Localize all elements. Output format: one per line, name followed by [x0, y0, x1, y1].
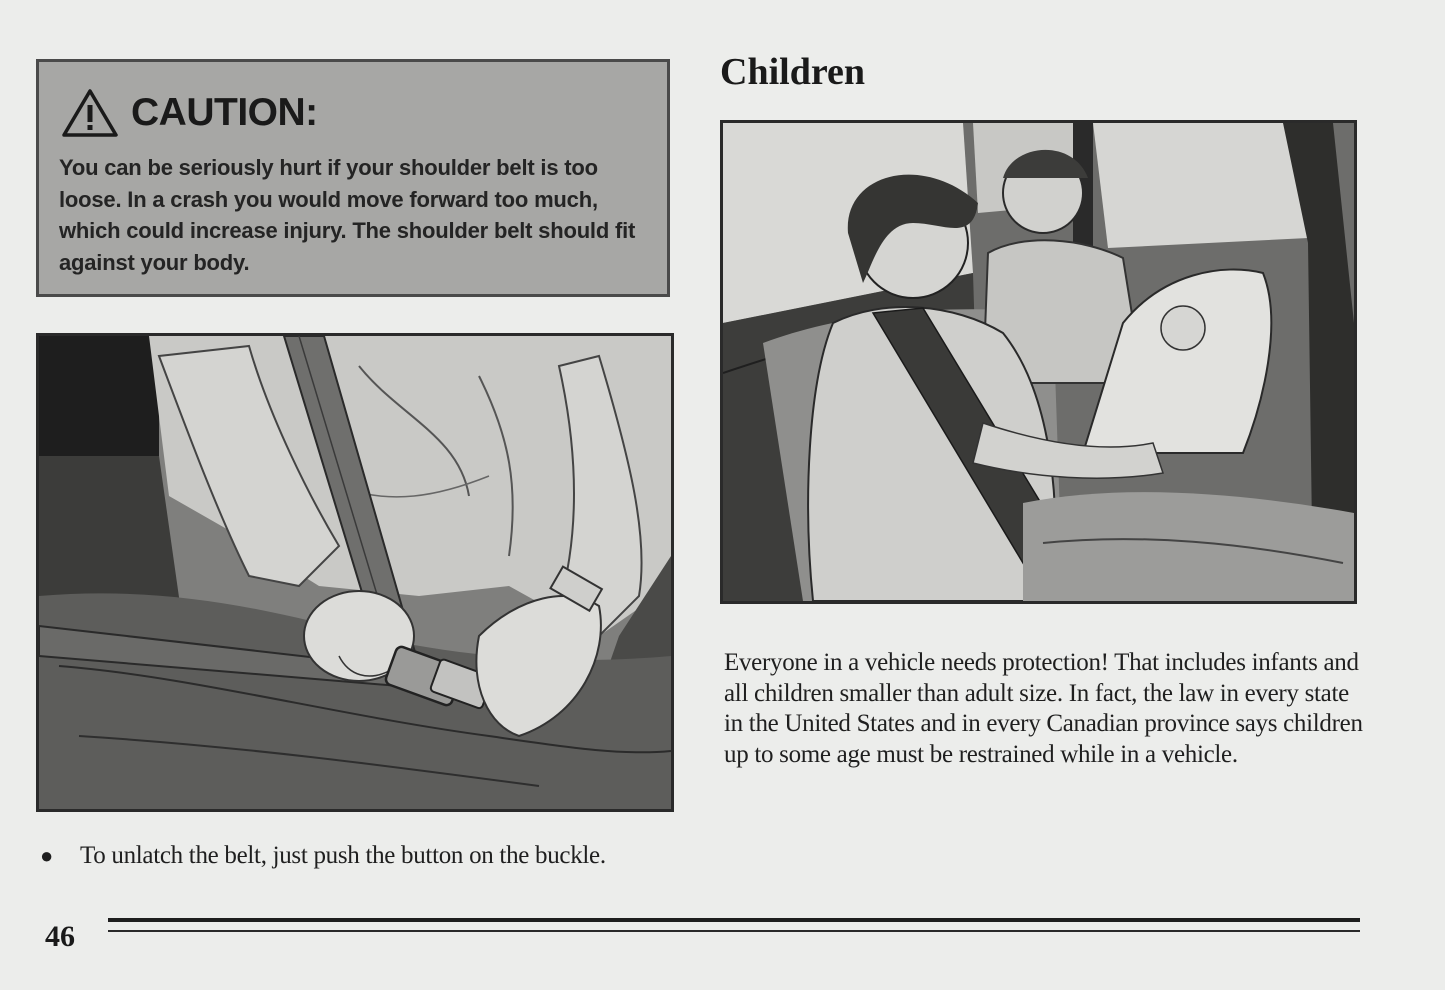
page-number: 46	[45, 920, 75, 953]
seat-belt-drawing	[39, 336, 671, 809]
children-heading: Children	[720, 51, 866, 93]
bullet-item	[40, 840, 650, 872]
caution-text: You can be seriously hurt if your shoulder belt is too loose. In a crash you would move forward too much, which could increase injury. The shoulder belt should fit against your body.	[59, 155, 636, 275]
bullet-text: To unlatch the belt, just push the button on the buckle.	[80, 842, 606, 869]
caution-box	[36, 59, 670, 297]
caution-header	[61, 88, 318, 138]
bullet-symbol: ●	[40, 843, 53, 868]
caution-title: CAUTION:	[131, 91, 318, 134]
footer-rule-thick	[108, 918, 1360, 922]
children-paragraph: Everyone in a vehicle needs protection! That includes infants and all children smaller than adult size. In fact, the law in every state in the United States and in every Canadian province says children up to some age must be restrained while in a vehicle.	[724, 649, 1363, 768]
seat-belt-buckle-illustration	[36, 333, 674, 812]
warning-triangle-icon	[61, 88, 119, 138]
footer-rule-thin	[108, 930, 1360, 932]
children-in-vehicle-illustration	[720, 120, 1357, 604]
footer-rule	[108, 918, 1360, 934]
vehicle-occupants-drawing	[723, 123, 1354, 601]
